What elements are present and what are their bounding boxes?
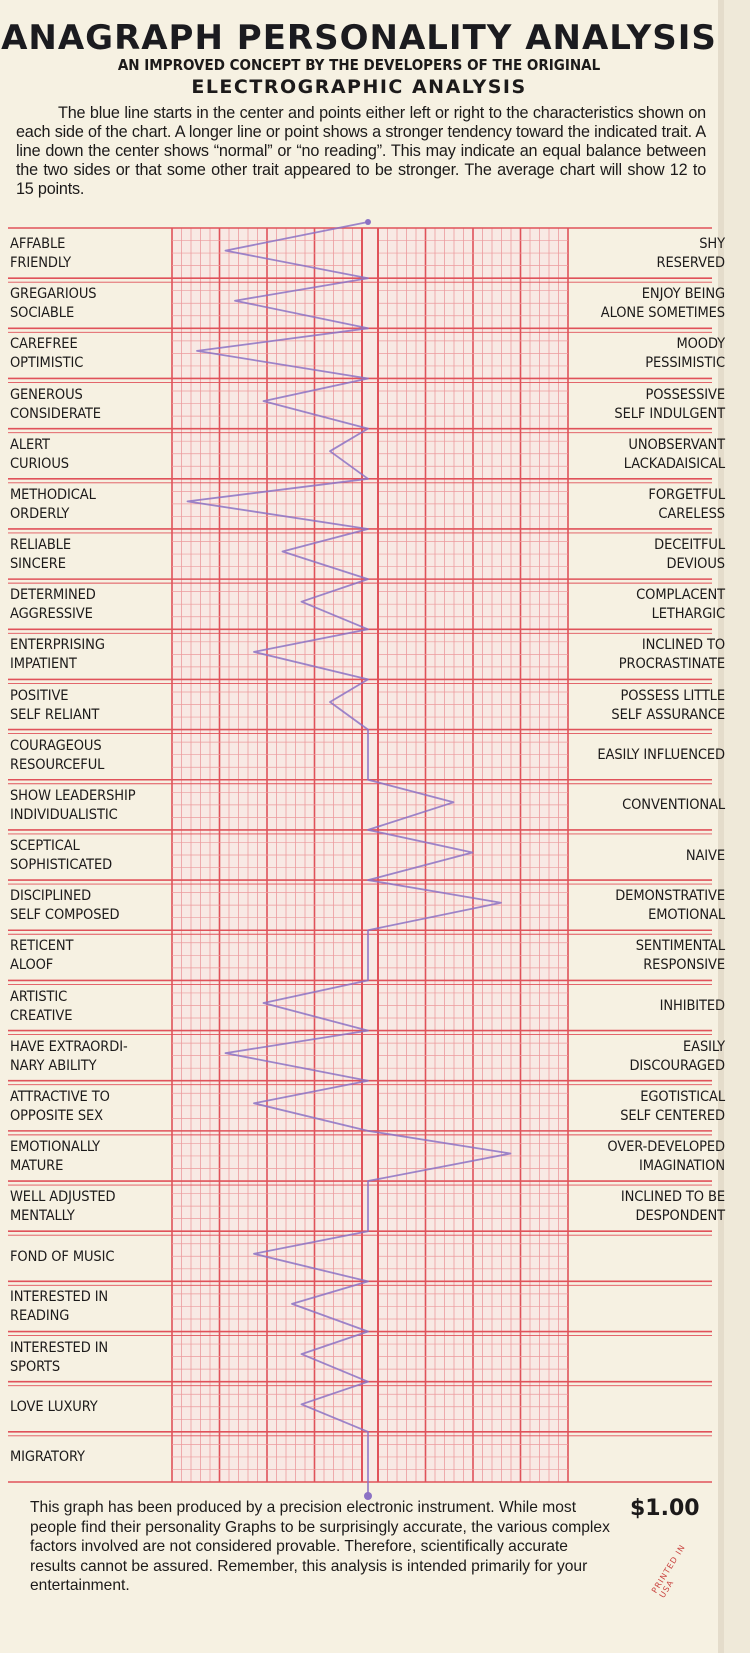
page-title: ANAGRAPH PERSONALITY ANALYSIS — [1, 18, 717, 58]
left-trait-label: SCEPTICAL SOPHISTICATED — [10, 838, 113, 873]
left-trait-label: LOVE LUXURY — [10, 1399, 98, 1416]
right-trait-label: MOODY PESSIMISTIC — [645, 336, 725, 372]
left-trait-label: ENTERPRISING IMPATIENT — [10, 637, 105, 673]
left-trait-label: ALERT CURIOUS — [10, 436, 69, 472]
left-trait-label: INTERESTED IN SPORTS — [10, 1339, 109, 1375]
left-trait-label: ARTISTIC CREATIVE — [10, 988, 73, 1024]
left-trait-label: INTERESTED IN READING — [10, 1289, 109, 1325]
left-trait-label: EMOTIONALLY MATURE — [10, 1139, 100, 1174]
right-trait-label: POSSESSIVE SELF INDULGENT — [614, 386, 725, 422]
left-trait-label: COURAGEOUS RESOURCEFUL — [10, 737, 105, 773]
left-trait-label: DISCIPLINED SELF COMPOSED — [10, 888, 120, 924]
left-trait-label: RELIABLE SINCERE — [10, 537, 71, 572]
right-trait-label: INHIBITED — [659, 998, 725, 1014]
right-trait-label: DEMONSTRATIVE EMOTIONAL — [615, 888, 725, 924]
trace-start-dot — [365, 219, 371, 225]
intro-paragraph: The blue line starts in the center and points either left or right to the characteristics shown on each side of the chart. A longer line or point shows a stronger tendency toward the indicated trait. A line down the center shows “normal” or “no reading”. This may indicate an equal balance between the two sides or that some other trait appeared to be stronger. The average chart will show 12 to 15 points. — [16, 104, 706, 198]
right-trait-label: NAIVE — [685, 847, 725, 864]
subtitle-line-2: ELECTROGRAPHIC ANALYSIS — [191, 76, 527, 98]
right-trait-label: SHY RESERVED — [656, 236, 725, 272]
left-trait-label: MIGRATORY — [10, 1449, 85, 1466]
printed-in-usa-stamp: PRINTED IN USA — [650, 1542, 688, 1600]
left-trait-label: CAREFREE OPTIMISTIC — [10, 336, 84, 372]
left-trait-label: HAVE EXTRAORDI- NARY ABILITY — [10, 1038, 128, 1074]
left-trait-label: GREGARIOUS SOCIABLE — [10, 286, 97, 322]
price-label: $1.00 — [630, 1496, 700, 1521]
right-trait-label: COMPLACENT LETHARGIC — [636, 587, 725, 623]
right-trait-label: OVER-DEVELOPED IMAGINATION — [607, 1139, 725, 1174]
right-trait-label: POSSESS LITTLE SELF ASSURANCE — [611, 687, 725, 723]
right-trait-label: UNOBSERVANT LACKADAISICAL — [623, 436, 725, 472]
right-trait-label: EASILY INFLUENCED — [597, 747, 725, 764]
left-trait-label: RETICENT ALOOF — [10, 938, 74, 974]
right-trait-label: EGOTISTICAL SELF CENTERED — [620, 1088, 725, 1124]
left-trait-label: AFFABLE FRIENDLY — [10, 236, 71, 272]
left-trait-label: POSITIVE SELF RELIANT — [10, 687, 100, 723]
right-trait-label: INCLINED TO BE DESPONDENT — [620, 1189, 725, 1225]
right-trait-label: EASILY DISCOURAGED — [629, 1038, 725, 1074]
left-trait-label: FOND OF MUSIC — [10, 1248, 115, 1265]
right-trait-label: SENTIMENTAL RESPONSIVE — [635, 938, 725, 974]
subtitle-line-1: AN IMPROVED CONCEPT BY THE DEVELOPERS OF THE ORIGINAL — [117, 56, 601, 74]
left-trait-label: WELL ADJUSTED MENTALLY — [10, 1189, 116, 1225]
disclaimer-paragraph: This graph has been produced by a precision electronic instrument. While most people find their personality Graphs to be surprisingly accurate, the various complex factors involved are not considered provable. Therefore, scientifically accurate results cannot be assured. Remember, this analysis is intended primarily for your entertainment. — [30, 1499, 610, 1594]
right-trait-label: DECEITFUL DEVIOUS — [654, 537, 725, 572]
left-trait-label: METHODICAL ORDERLY — [10, 486, 96, 522]
left-trait-label: ATTRACTIVE TO OPPOSITE SEX — [10, 1088, 110, 1124]
left-trait-label: DETERMINED AGGRESSIVE — [10, 587, 96, 623]
right-trait-label: CONVENTIONAL — [622, 797, 725, 814]
left-trait-label: SHOW LEADERSHIP INDIVIDUALISTIC — [10, 787, 136, 823]
right-trait-label: ENJOY BEING ALONE SOMETIMES — [600, 286, 725, 322]
left-trait-label: GENEROUS CONSIDERATE — [10, 386, 101, 422]
right-trait-label: FORGETFUL CARELESS — [648, 486, 725, 522]
right-trait-label: INCLINED TO PROCRASTINATE — [618, 637, 725, 673]
